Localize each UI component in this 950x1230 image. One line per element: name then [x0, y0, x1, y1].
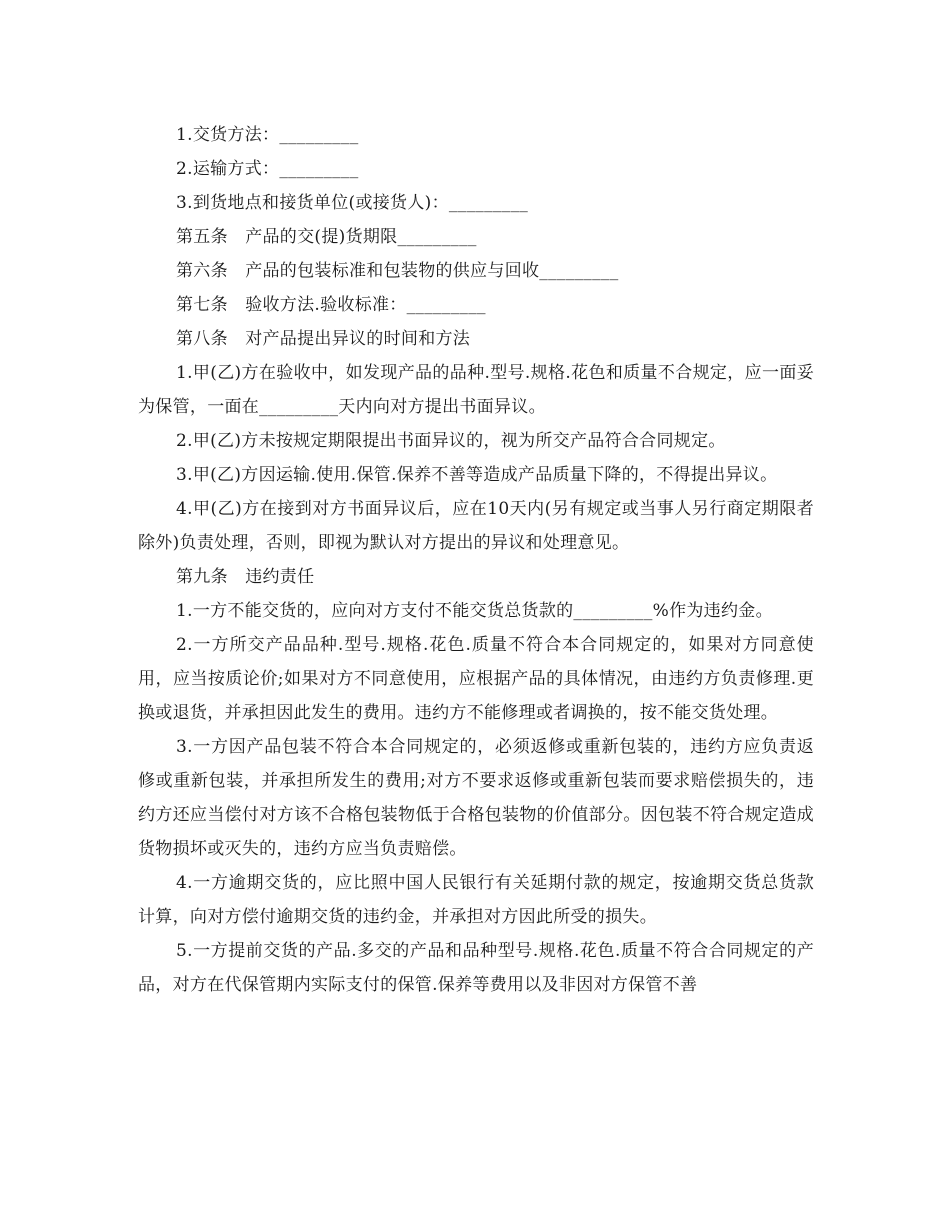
article-9-heading: 第九条 违约责任 [176, 567, 315, 587]
article-9-item-4: 4.一方逾期交货的，应比照中国人民银行有关延期付款的规定，按逾期交货总货款计算，向对方偿付逾期交货的违约金，并承担对方因此所受的损失。 [138, 873, 814, 927]
clause-arrival-place: 3.到货地点和接货单位(或接货人)：_________ [176, 193, 529, 213]
article-8-item-4: 4.甲(乙)方在接到对方书面异议后，应在10天内(另有规定或当事人另行商定期限者除外)负责处理，否则，即视为默认对方提出的异议和处理意见。 [138, 499, 814, 553]
clause-delivery-method: 1.交货方法：_________ [176, 125, 359, 145]
contract-body [138, 118, 814, 1002]
article-8-item-1: 1.甲(乙)方在验收中，如发现产品的品种.型号.规格.花色和质量不合规定，应一面妥为保管，一面在_________天内向对方提出书面异议。 [138, 363, 814, 417]
article-8-item-3: 3.甲(乙)方因运输.使用.保管.保养不善等造成产品质量下降的，不得提出异议。 [176, 465, 778, 485]
clause-transport-mode: 2.运输方式：_________ [176, 159, 359, 179]
article-9-item-2: 2.一方所交产品品种.型号.规格.花色.质量不符合本合同规定的，如果对方同意使用，应当按质论价;如果对方不同意使用，应根据产品的具体情况，由违约方负责修理.更换或退货，并承担因此发生的费用。违约方不能修理或者调换的，按不能交货处理。 [138, 635, 814, 723]
article-9-item-1: 1.一方不能交货的，应向对方支付不能交货总货款的_________%作为违约金。 [176, 601, 773, 621]
article-6: 第六条 产品的包装标准和包装物的供应与回收_________ [176, 261, 619, 281]
article-7: 第七条 验收方法.验收标准：_________ [176, 295, 486, 315]
article-9-item-5: 5.一方提前交货的产品.多交的产品和品种型号.规格.花色.质量不符合合同规定的产品，对方在代保管期内实际支付的保管.保养等费用以及非因对方保管不善 [138, 941, 814, 995]
article-8-item-2: 2.甲(乙)方未按规定期限提出书面异议的，视为所交产品符合合同规定。 [176, 431, 726, 451]
article-5: 第五条 产品的交(提)货期限_________ [176, 227, 477, 247]
article-9-item-3: 3.一方因产品包装不符合本合同规定的，必须返修或重新包装的，违约方应负责返修或重新包装，并承担所发生的费用;对方不要求返修或重新包装而要求赔偿损失的，违约方还应当偿付对方该不合格包装物低于合格包装物的价值部分。因包装不符合规定造成货物损坏或灭失的，违约方应当负责赔偿。 [138, 737, 814, 859]
article-8-heading: 第八条 对产品提出异议的时间和方法 [176, 329, 471, 349]
